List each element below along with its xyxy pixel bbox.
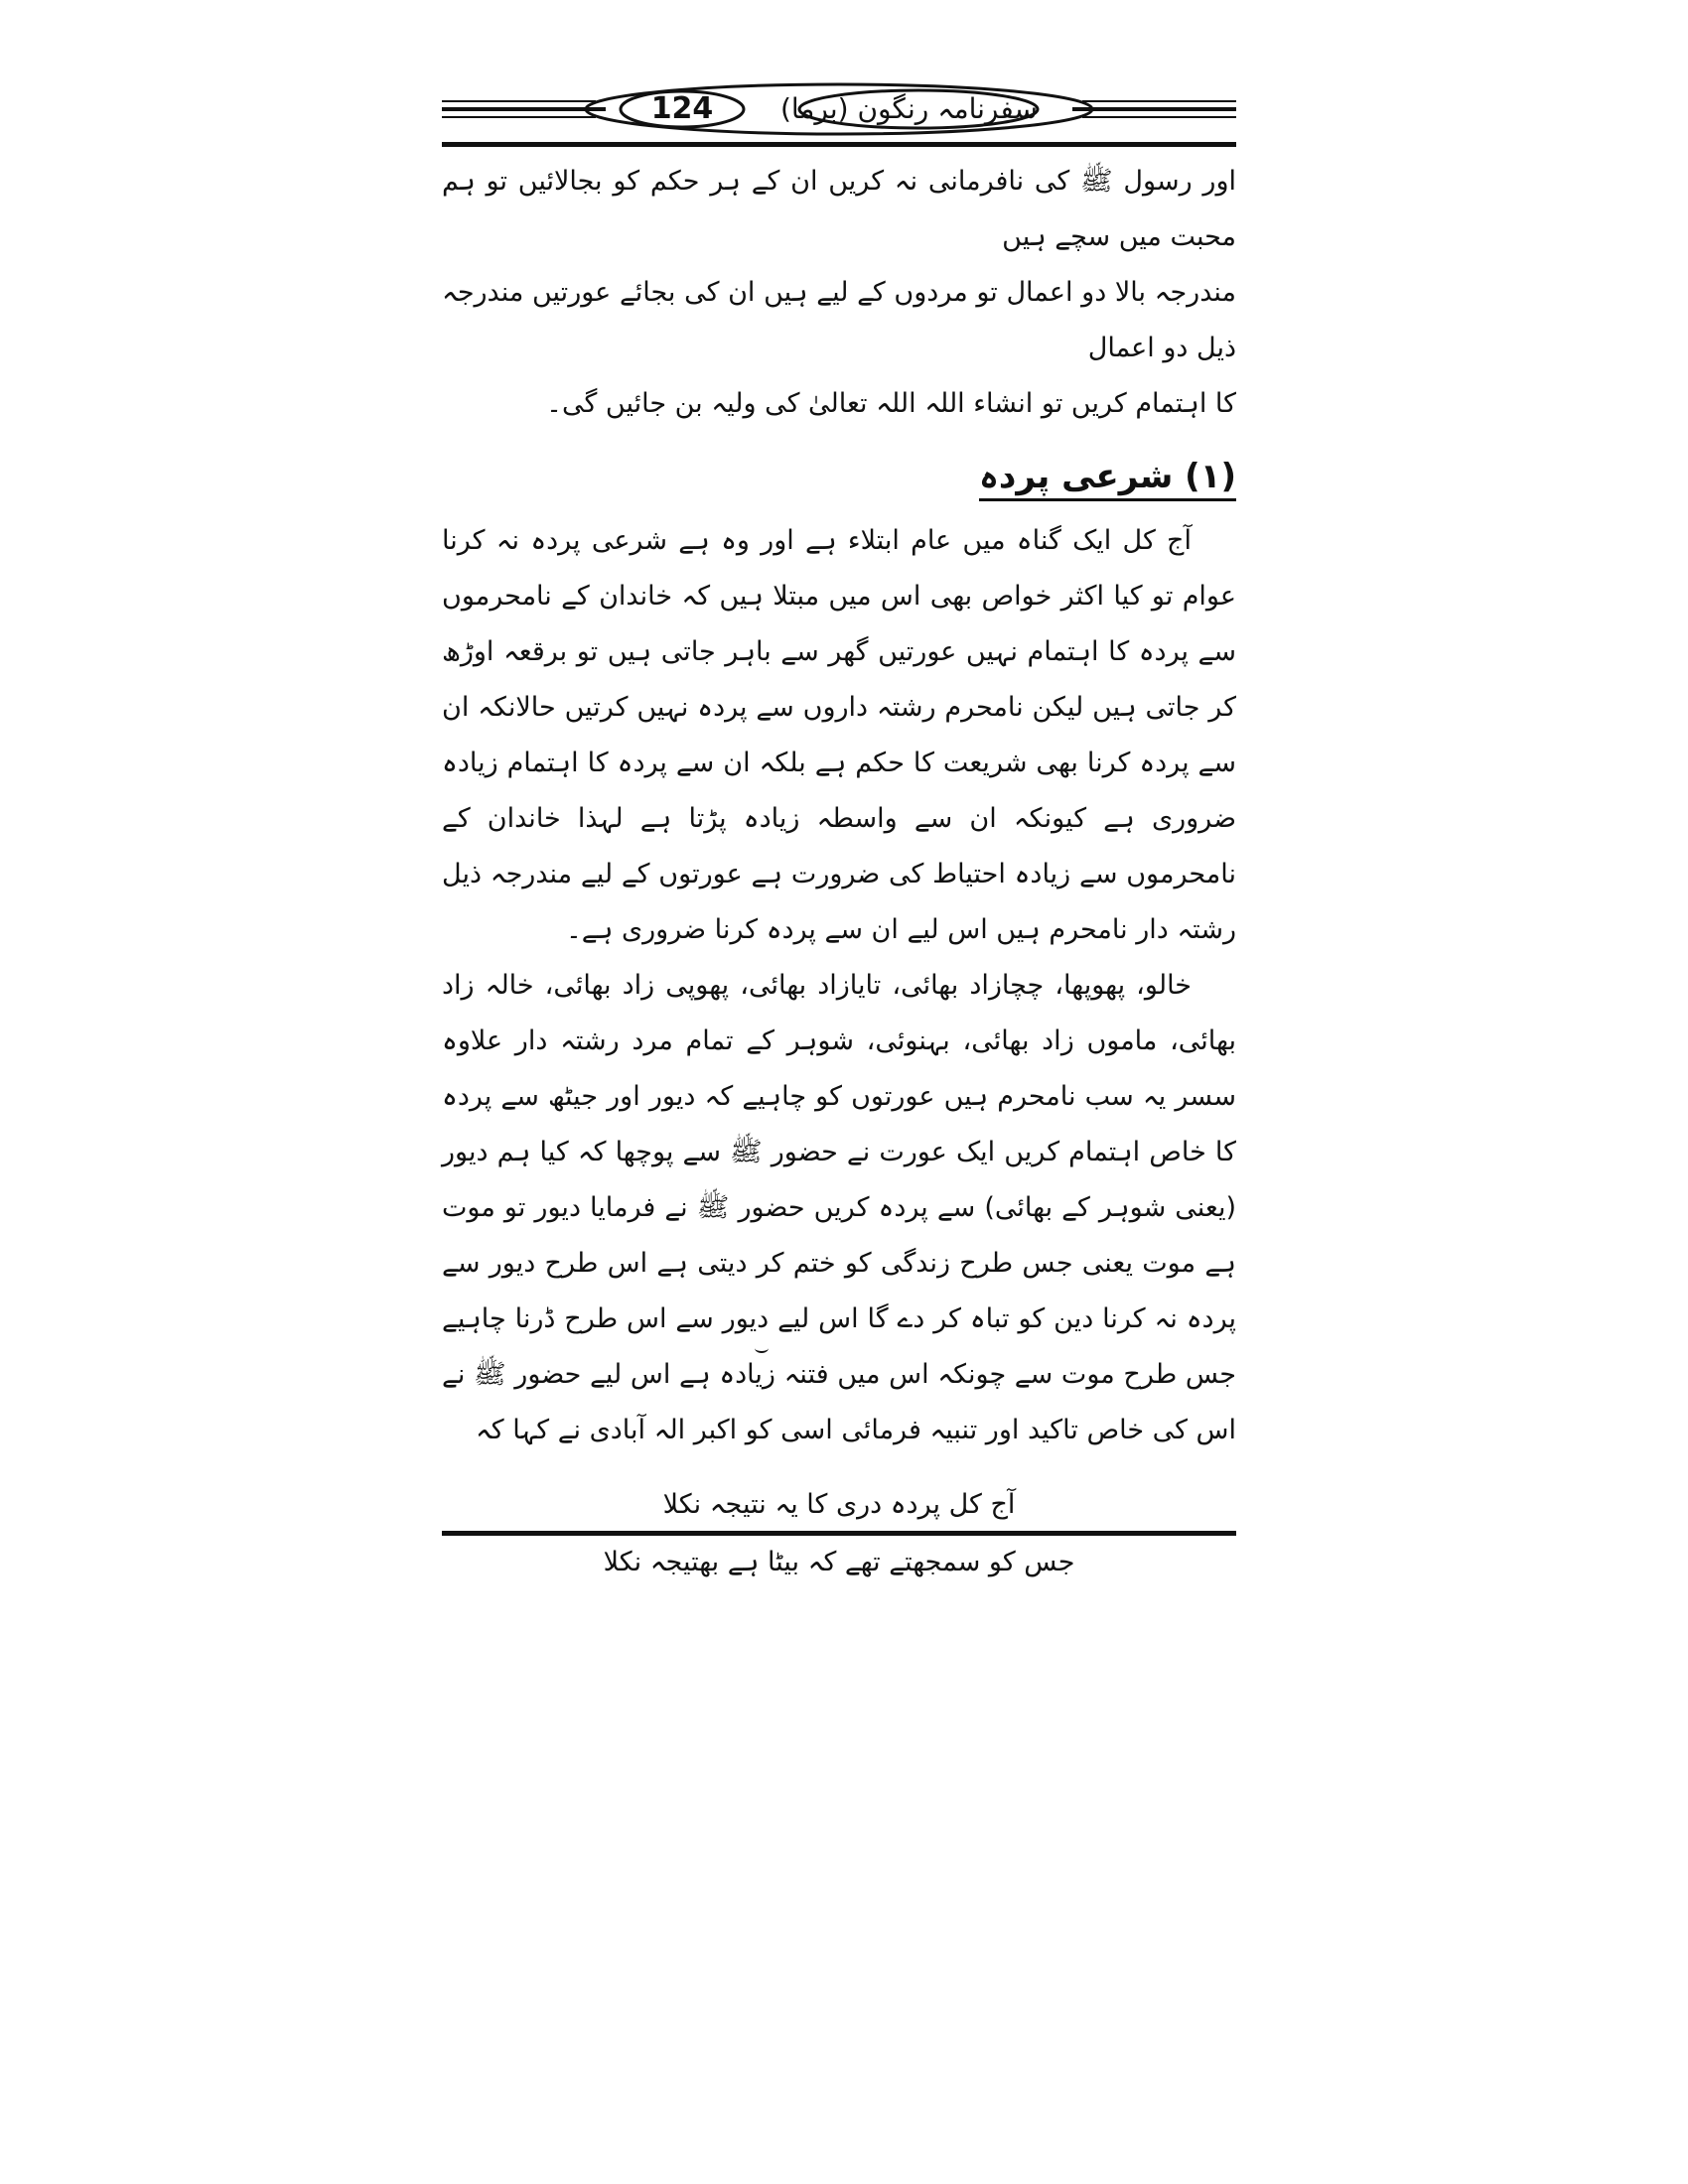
section-heading [442,446,1236,507]
intro-line: مندرجہ بالا دو اعمال تو مردوں کے لیے ہیں ان کی بجائے عورتیں مندرجہ ذیل دو اعمال [442,277,1236,363]
intro-line: کا اہتمام کریں تو انشاء اللہ اللہ تعالیٰ کی ولیہ بن جائیں گی۔ [546,388,1236,419]
intro-line: اور رسول ﷺ کی نافرمانی نہ کریں ان کے ہر حکم کو بجالائیں تو ہم محبت میں سچے ہیں [442,166,1236,252]
header-rule [442,142,1236,147]
page-body [442,154,1236,1591]
running-title: سفرنامہ رنگون (برما) [779,92,1038,125]
page-header [442,79,1236,139]
couplet-line: جس کو سمجھتے تھے کہ بیٹا ہے بھتیجہ نکلا [603,1547,1075,1577]
body-paragraph: خالو، پھوپھا، چچازاد بھائی، تایازاد بھائی، پھوپی زاد بھائی، خالہ زاد بھائی، ماموں زاد بھائی، بہنوئی، شوہر کے تمام مرد رشتہ دار علاوہ سسر یہ سب نامحرم ہیں عورتوں کو چاہیے کہ دیور اور جیٹھ سے پردہ کا خاص اہتمام کریں ایک عورت نے حضور ﷺ سے پوچھا کہ کیا ہم دیور (یعنی شوہر کے بھائی) سے پردہ کریں حضور ﷺ نے فرمایا دیور تو موت ہے موت یعنی جس طرح زندگی کو ختم کر دیتی ہے اس طرح دیور سے پردہ نہ کرنا دین کو تباہ کر دے گا اس لیے دیور سے اس طرح ڈرنا چاہیے جس طرح موت سے چونکہ اس میں فتنہ زیادہ ہے اس لیے حضور ﷺ نے اس کی خاص تاکید اور تنبیہ فرمائی اسی کو اکبر الہ آبادی نے کہا کہ [442,970,1236,1445]
verse-mark [755,1343,769,1353]
section-heading-text: (۱) شرعی پردہ [979,457,1236,501]
footer-rule [442,1531,1236,1536]
page-number: 124 [650,91,714,126]
body-paragraph: آج کل ایک گناہ میں عام ابتلاء ہے اور وہ ہے شرعی پردہ نہ کرنا عوام تو کیا اکثر خواص بھی اس میں مبتلا ہیں کہ خاندان کے نامحرموں سے پردہ کا اہتمام نہیں عورتیں گھر سے باہر جاتی ہیں تو برقعہ اوڑھ کر جاتی ہیں لیکن نامحرم رشتہ داروں سے پردہ نہیں کرتیں حالانکہ ان سے پردہ کرنا بھی شریعت کا حکم ہے بلکہ ان سے پردہ کا اہتمام زیادہ ضروری ہے کیونکہ ان سے واسطہ زیادہ پڑتا ہے لہذا خاندان کے نامحرموں سے زیادہ احتیاط کی ضرورت ہے عورتوں کے لیے مندرجہ ذیل رشتہ دار نامحرم ہیں اس لیے ان سے پردہ کرنا ضروری ہے۔ [442,525,1236,945]
couplet-line: آج کل پردہ دری کا یہ نتیجہ نکلا [662,1489,1016,1520]
